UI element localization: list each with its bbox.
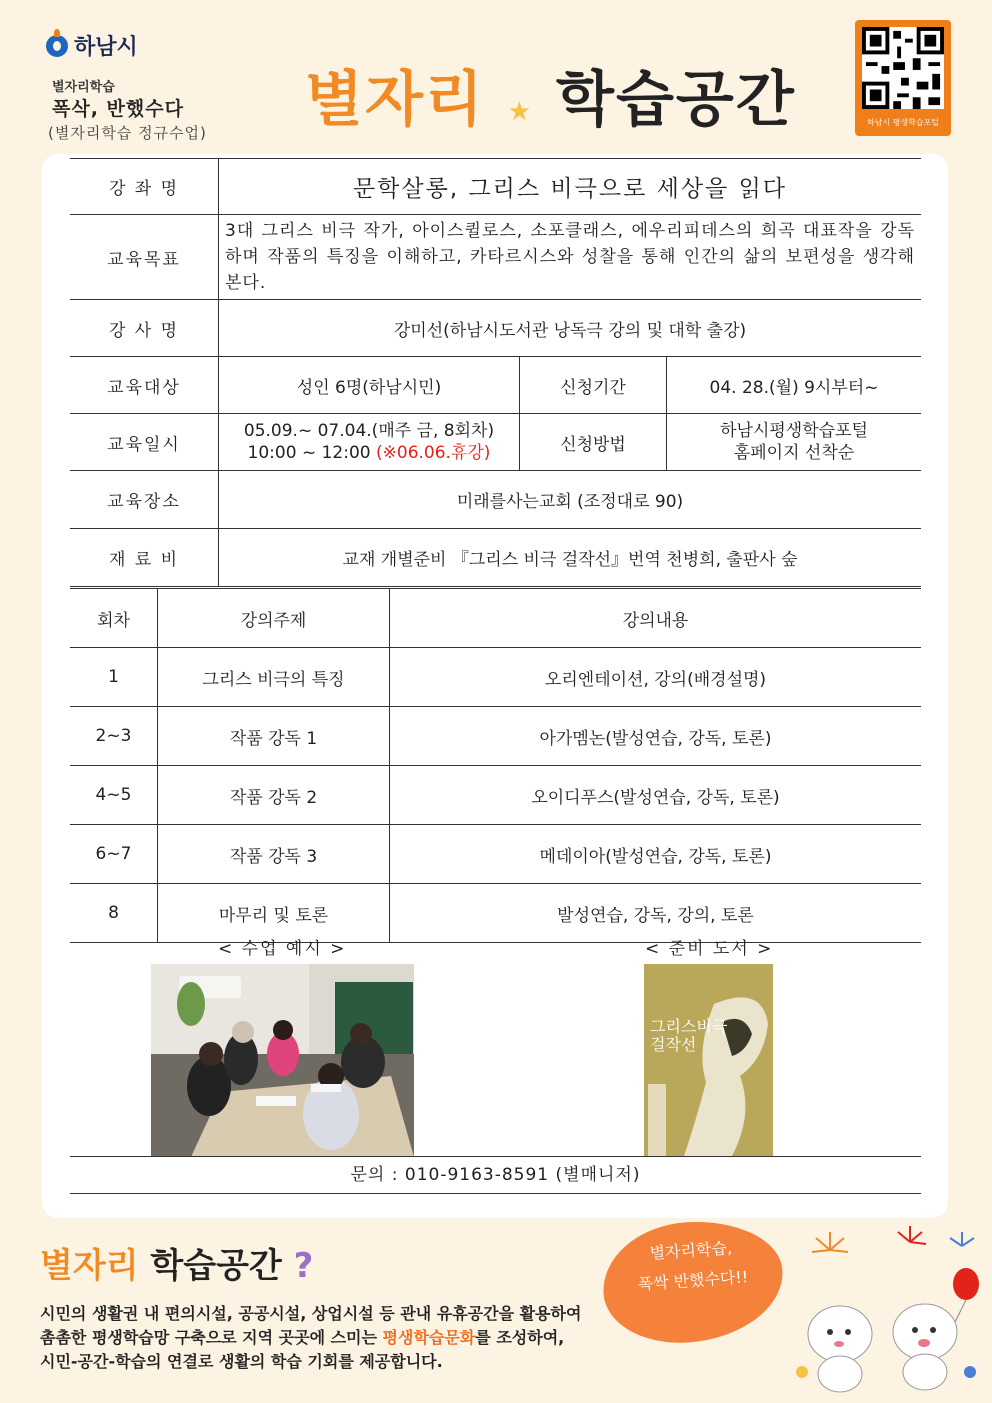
course-info-table	[70, 158, 921, 587]
table-row	[70, 707, 921, 766]
slogan: 폭삭, 반했수다	[52, 98, 184, 120]
table-row	[70, 825, 921, 884]
apply-method-line1: 하남시평생학습포털	[720, 421, 868, 441]
session-content: 오리엔테이션, 강의(배경설명)	[390, 648, 922, 707]
apply-method-label: 신청방법	[520, 414, 667, 471]
highlight-text: 평생학습문화	[382, 1328, 476, 1347]
class-example-caption: < 수업 예시 >	[218, 939, 347, 959]
session-no: 6~7	[70, 825, 158, 884]
holiday-note: (※06.06.휴강)	[376, 443, 491, 463]
bubble-line1: 별자리학습,	[649, 1238, 733, 1263]
city-symbol-icon	[46, 35, 68, 57]
footer-title-colored: 별자리	[40, 1246, 139, 1286]
title-dark: 학습공간	[555, 65, 796, 135]
schedule-table	[70, 588, 921, 943]
speech-bubble	[599, 1216, 787, 1348]
bubble-line2: 폭싹 반했수다!!	[637, 1267, 749, 1294]
table-row	[70, 648, 921, 707]
material: 교재 개별준비 『그리스 비극 걸작선』번역 천병희, 출판사 숲	[219, 529, 922, 587]
session-topic: 작품 강독 2	[158, 766, 390, 825]
goal-text: 3대 그리스 비극 작가, 아이스퀼로스, 소포클래스, 에우리피데스의 희곡 대표작을 강독하며 작품의 특징을 이해하고, 카타르시스와 성찰을 통해 인간의 삶의 보편성을 생각해본다.	[219, 215, 922, 300]
mascot-illustration-icon	[790, 1222, 980, 1397]
place: 미래를사는교회 (조정대로 90)	[219, 471, 922, 529]
session-no: 2~3	[70, 707, 158, 766]
star-icon: ★	[507, 97, 534, 127]
footer-line2: 촘촘한 평생학습망 구축으로 지역 곳곳에 스미는 평생학습문화를 조성하여,	[40, 1328, 565, 1347]
target: 성인 6명(하남시민)	[219, 357, 520, 414]
qr-code-badge[interactable]	[855, 20, 951, 136]
table-row	[70, 884, 921, 943]
course-name-label: 강 좌 명	[70, 159, 219, 215]
date-cell	[219, 414, 520, 471]
target-label: 교육대상	[70, 357, 219, 414]
material-label: 재 료 비	[70, 529, 219, 587]
session-topic: 마무리 및 토론	[158, 884, 390, 943]
title-colored: 별자리	[305, 65, 485, 135]
hanam-city-logo	[46, 30, 138, 61]
session-no: 1	[70, 648, 158, 707]
program-title	[305, 52, 796, 138]
svg-text:그리스비극: 그리스비극	[650, 1017, 728, 1036]
table-row	[70, 766, 921, 825]
program-small-label: 별자리학습	[52, 80, 115, 95]
footer-title	[40, 1238, 313, 1287]
session-no: 8	[70, 884, 158, 943]
instructor-label: 강 사 명	[70, 300, 219, 357]
date-label: 교육일시	[70, 414, 219, 471]
schedule-header-content: 강의내용	[390, 589, 922, 648]
schedule-header-topic: 강의주제	[158, 589, 390, 648]
city-name: 하남시	[74, 35, 138, 60]
session-content: 발성연습, 강독, 강의, 토론	[390, 884, 922, 943]
footer-line3: 시민-공간-학습의 연결로 생활의 학습 기회를 제공합니다.	[40, 1352, 443, 1371]
apply-method-line2: 홈페이지 선착순	[733, 443, 855, 463]
svg-text:걸작선: 걸작선	[650, 1035, 697, 1054]
session-topic: 작품 강독 1	[158, 707, 390, 766]
prep-book-caption: < 준비 도서 >	[645, 939, 774, 959]
course-name: 문학살롱, 그리스 비극으로 세상을 읽다	[219, 159, 922, 215]
session-no: 4~5	[70, 766, 158, 825]
session-topic: 그리스 비극의 특징	[158, 648, 390, 707]
apply-period: 04. 28.(월) 9시부터~	[667, 357, 922, 414]
apply-period-label: 신청기간	[520, 357, 667, 414]
session-content: 오이디푸스(발성연습, 강독, 토론)	[390, 766, 922, 825]
question-mark: ?	[293, 1246, 314, 1286]
place-label: 교육장소	[70, 471, 219, 529]
apply-method-cell	[667, 414, 922, 471]
goal-label: 교육목표	[70, 215, 219, 300]
time-line	[225, 442, 513, 464]
session-content: 아가멤논(발성연습, 강독, 토론)	[390, 707, 922, 766]
instructor: 강미선(하남시도서관 낭독극 강의 및 대학 출강)	[219, 300, 922, 357]
qr-caption: 하남시 평생학습포털	[866, 118, 940, 127]
session-topic: 작품 강독 3	[158, 825, 390, 884]
schedule-header-no: 회차	[70, 589, 158, 648]
qr-code-icon	[862, 27, 944, 109]
class-photo	[151, 964, 414, 1157]
regular-class-note: (별자리학습 정규수업)	[48, 124, 207, 142]
date-range: 05.09.~ 07.04.(매주 금, 8회차)	[243, 421, 495, 441]
contact-line: 문의 : 010-9163-8591 (별매니저)	[70, 1156, 921, 1194]
footer-line1: 시민의 생활권 내 편의시설, 공공시설, 상업시설 등 관내 유휴공간을 활용하여	[40, 1304, 582, 1323]
book-cover-image	[644, 964, 773, 1156]
footer-title-dark: 학습공간	[150, 1246, 282, 1286]
time-range: 10:00 ~ 12:00	[247, 443, 371, 463]
session-content: 메데이아(발성연습, 강독, 토론)	[390, 825, 922, 884]
footer-description	[40, 1302, 581, 1374]
